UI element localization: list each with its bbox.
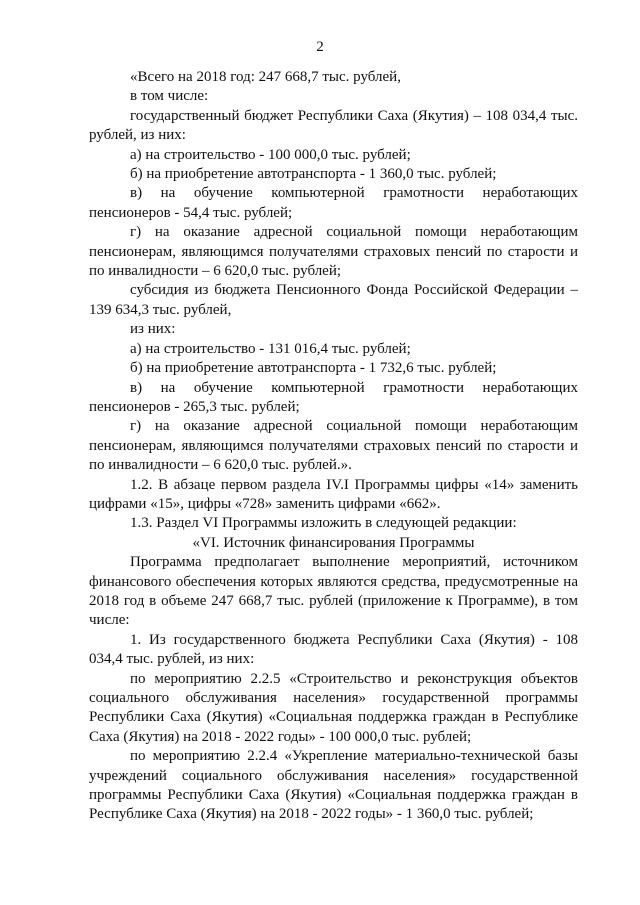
paragraph-fund-item-b: б) на приобретение автотранспорта - 1 732,6 тыс. рублей; <box>130 360 497 377</box>
paragraph-fund-item-a: а) на строительство - 131 016,4 тыс. рублей; <box>130 340 411 357</box>
paragraph-item-a: а) на строительство - 100 000,0 тыс. рублей; <box>130 146 411 163</box>
paragraph-measure-2-2-5: по мероприятию 2.2.5 «Строительство и реконструкция объектов социального обслуживания населения» государственной программы Республики Саха (Якутия) «Социальная поддержка граждан в Республике Саха (Якутия) на 2018 - 2022 годы» - 100 000,0 тыс. рублей; <box>89 670 578 745</box>
paragraph-pension-fund: субсидия из бюджета Пенсионного Фонда Российской Федерации – 139 634,3 тыс. рублей, <box>89 282 578 318</box>
document-body <box>89 68 578 825</box>
section-heading: «VI. Источник финансирования Программы <box>192 534 475 551</box>
paragraph-state-budget-source: 1. Из государственного бюджета Республики Саха (Якутия) - 108 034,4 тыс. рублей, из них: <box>89 631 578 668</box>
paragraph-item-b: б) на приобретение автотранспорта - 1 360,0 тыс. рублей; <box>130 166 497 183</box>
paragraph-including: в том числе: <box>130 88 209 105</box>
paragraph-item-d: г) на оказание адресной социальной помощи неработающим пенсионерам, являющимся получателями страховых пенсий по старости и по инвалидности – 6 620,0 тыс. рублей; <box>89 224 578 280</box>
paragraph-total: «Всего на 2018 год: 247 668,7 тыс. рублей, <box>130 69 401 85</box>
paragraph-program: Программа предполагает выполнение мероприятий, источником финансового обеспечения которых являются средства, предусмотренные на 2018 год в объеме 247 668,7 тыс. рублей (приложение к Программе), в том числе: <box>89 554 578 629</box>
paragraph-fund-item-d: г) на оказание адресной социальной помощи неработающим пенсионерам, являющимся получателями страховых пенсий по старости и по инвалидности – 6 620,0 тыс. рублей.». <box>89 418 578 474</box>
paragraph-state-budget: государственный бюджет Республики Саха (Якутия) – 108 034,4 тыс. рублей, из них: <box>89 107 578 144</box>
paragraph-fund-item-c: в) на обучение компьютерной грамотности неработающих пенсионеров - 265,3 тыс. рублей; <box>89 379 578 415</box>
paragraph-measure-2-2-4: по мероприятию 2.2.4 «Укрепление материально-технической базы учреждений социального обслуживания населения» государственной программы Республики Саха (Якутия) «Социальная поддержка граждан в Республике Саха (Якутия) на 2018 - 2022 годы» - 1 360,0 тыс. рублей; <box>89 748 578 823</box>
paragraph-item-c: в) на обучение компьютерной грамотности неработающих пенсионеров - 54,4 тыс. рублей; <box>89 185 578 221</box>
paragraph-of-them: из них: <box>130 321 176 338</box>
paragraph-1-2: 1.2. В абзаце первом раздела IV.I Программы цифры «14» заменить цифрами «15», цифры «728» заменить цифрами «662». <box>89 476 578 512</box>
page-number: 2 <box>316 39 324 55</box>
paragraph-1-3: 1.3. Раздел VI Программы изложить в следующей редакции: <box>130 515 517 532</box>
